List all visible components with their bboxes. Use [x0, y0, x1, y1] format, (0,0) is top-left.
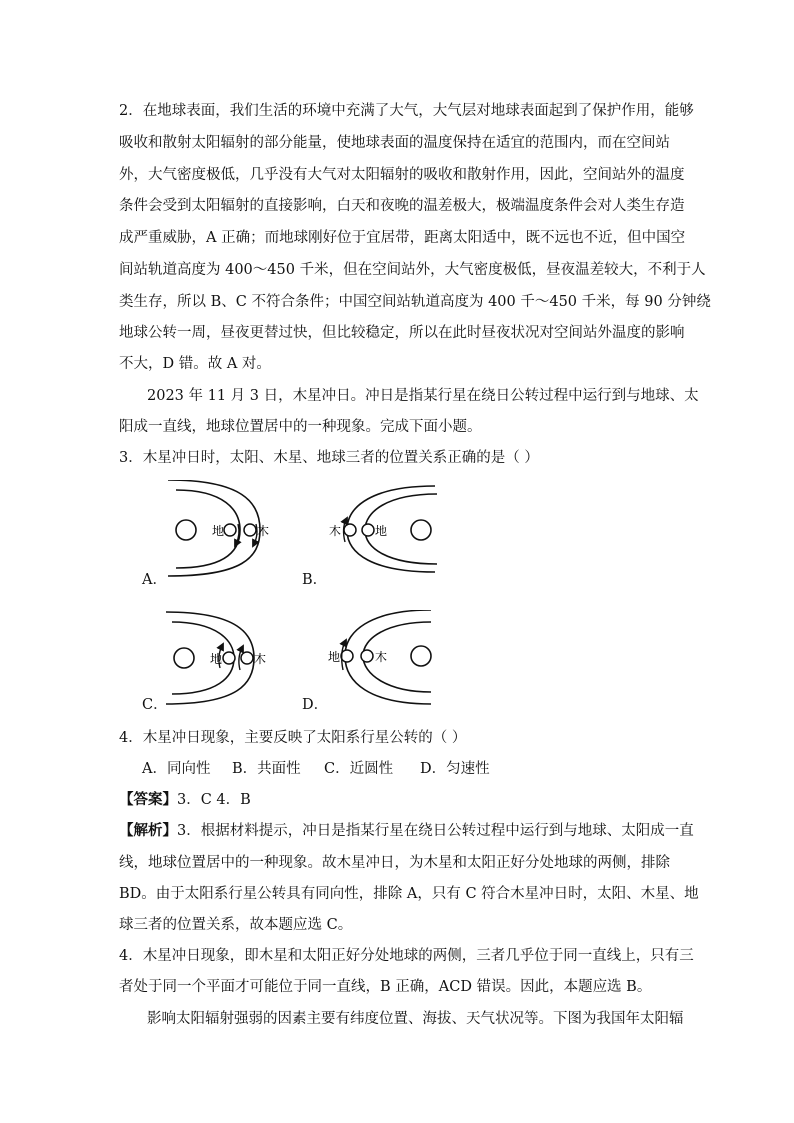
diagram-option-a[interactable] — [160, 480, 290, 578]
q4-stem: 4．木星冲日现象，主要反映了太阳系行星公转的（ ） — [119, 730, 467, 746]
answer-text: 3．C 4．B — [177, 792, 251, 808]
jupiter-circle — [244, 524, 256, 536]
earth-label: 地 — [210, 652, 223, 666]
sun-circle — [174, 648, 194, 668]
analysis-tag: 【解析】 — [119, 822, 177, 839]
analysis-line: 4．木星冲日现象，即木星和太阳正好分处地球的两侧，三者几乎位于同一直线上，只有三 — [119, 948, 694, 964]
sun-circle — [411, 520, 431, 540]
analysis-line: 者处于同一个平面才可能位于同一直线，B 正确，ACD 错误。因此，本题应选 B。 — [119, 979, 652, 995]
q2-line: 不大，D 错。故 A 对。 — [119, 356, 271, 372]
q4-choice-a[interactable]: A．同向性 — [142, 761, 211, 777]
jupiter-label: 木 — [329, 524, 342, 538]
analysis-text: 3．根据材料提示，冲日是指某行星在绕日公转过程中运行到与地球、太阳成一直 — [177, 823, 694, 839]
jupiter-circle — [344, 524, 356, 536]
q2-line: 外，大气密度极低，几乎没有大气对太阳辐射的吸收和散射作用，因此，空间站外的温度 — [119, 167, 685, 183]
next-material-line: 影响太阳辐射强弱的因素主要有纬度位置、海拔、天气状况等。下图为我国年太阳辐 — [147, 1011, 684, 1027]
jupiter-label: 木 — [257, 524, 270, 538]
earth-label: 地 — [375, 524, 388, 538]
q2-line: 地球公转一周，昼夜更替过快，但比较稳定，所以在此时昼夜状况对空间站外温度的影响 — [119, 325, 685, 341]
option-b-label[interactable]: B． — [302, 572, 328, 588]
answer-line — [119, 790, 251, 810]
analysis-line: 球三者的位置关系，故本题应选 C。 — [119, 917, 353, 933]
q2-line: 条件会受到太阳辐射的直接影响，白天和夜晚的温差极大，极端温度条件会对人类生存造 — [119, 198, 685, 214]
q4-choices — [142, 759, 490, 779]
q2-line: 类生存，所以 B、C 不符合条件；中国空间站轨道高度为 400 千～450 千米，每 90 分钟绕 — [119, 294, 711, 310]
material-line: 阳成一直线，地球位置居中的一种现象。完成下面小题。 — [119, 419, 482, 435]
q4-choice-c[interactable]: C．近圆性 — [324, 761, 394, 777]
jupiter-label: 木 — [254, 652, 267, 666]
q2-line: 成严重威胁，A 正确；而地球刚好位于宜居带，距离太阳适中，既不远也不近，但中国空 — [119, 230, 686, 246]
sun-circle — [411, 646, 431, 666]
option-c-label[interactable]: C． — [142, 697, 168, 713]
earth-circle — [224, 524, 236, 536]
analysis-first-line — [119, 821, 694, 841]
analysis-line: BD。由于太阳系行星公转具有同向性，排除 A，只有 C 符合木星冲日时，太阳、木星、地 — [119, 886, 699, 902]
option-a-label[interactable]: A． — [142, 572, 167, 588]
q2-line: 间站轨道高度为 400～450 千米，但在空间站外，大气密度极低，昼夜温差较大，不利于人 — [119, 262, 706, 278]
jupiter-circle — [361, 650, 373, 662]
option-d-label[interactable]: D． — [302, 697, 329, 713]
earth-circle — [362, 524, 374, 536]
diagram-option-b[interactable] — [325, 480, 455, 578]
sun-circle — [176, 520, 196, 540]
earth-label: 地 — [328, 650, 341, 664]
earth-circle — [341, 650, 353, 662]
jupiter-label: 木 — [375, 650, 388, 664]
q4-choice-b[interactable]: B．共面性 — [232, 761, 301, 777]
diagram-option-c[interactable] — [160, 610, 290, 708]
q2-line: 吸收和散射太阳辐射的部分能量，使地球表面的温度保持在适宜的范围内，而在空间站 — [119, 135, 670, 151]
q3-stem: 3．木星冲日时，太阳、木星、地球三者的位置关系正确的是（ ） — [119, 450, 539, 466]
answer-tag: 【答案】 — [119, 791, 177, 808]
earth-circle — [223, 652, 235, 664]
earth-label: 地 — [212, 524, 225, 538]
jupiter-circle — [241, 652, 253, 664]
diagram-option-d[interactable] — [325, 610, 455, 708]
analysis-line: 线，地球位置居中的一种现象。故木星冲日，为木星和太阳正好分处地球的两侧，排除 — [119, 855, 670, 871]
q2-line: 2．在地球表面，我们生活的环境中充满了大气，大气层对地球表面起到了保护作用，能够 — [119, 103, 694, 119]
q4-choice-d[interactable]: D．匀速性 — [420, 761, 490, 777]
material-line: 2023 年 11 月 3 日，木星冲日。冲日是指某行星在绕日公转过程中运行到与地球、太 — [147, 388, 699, 404]
